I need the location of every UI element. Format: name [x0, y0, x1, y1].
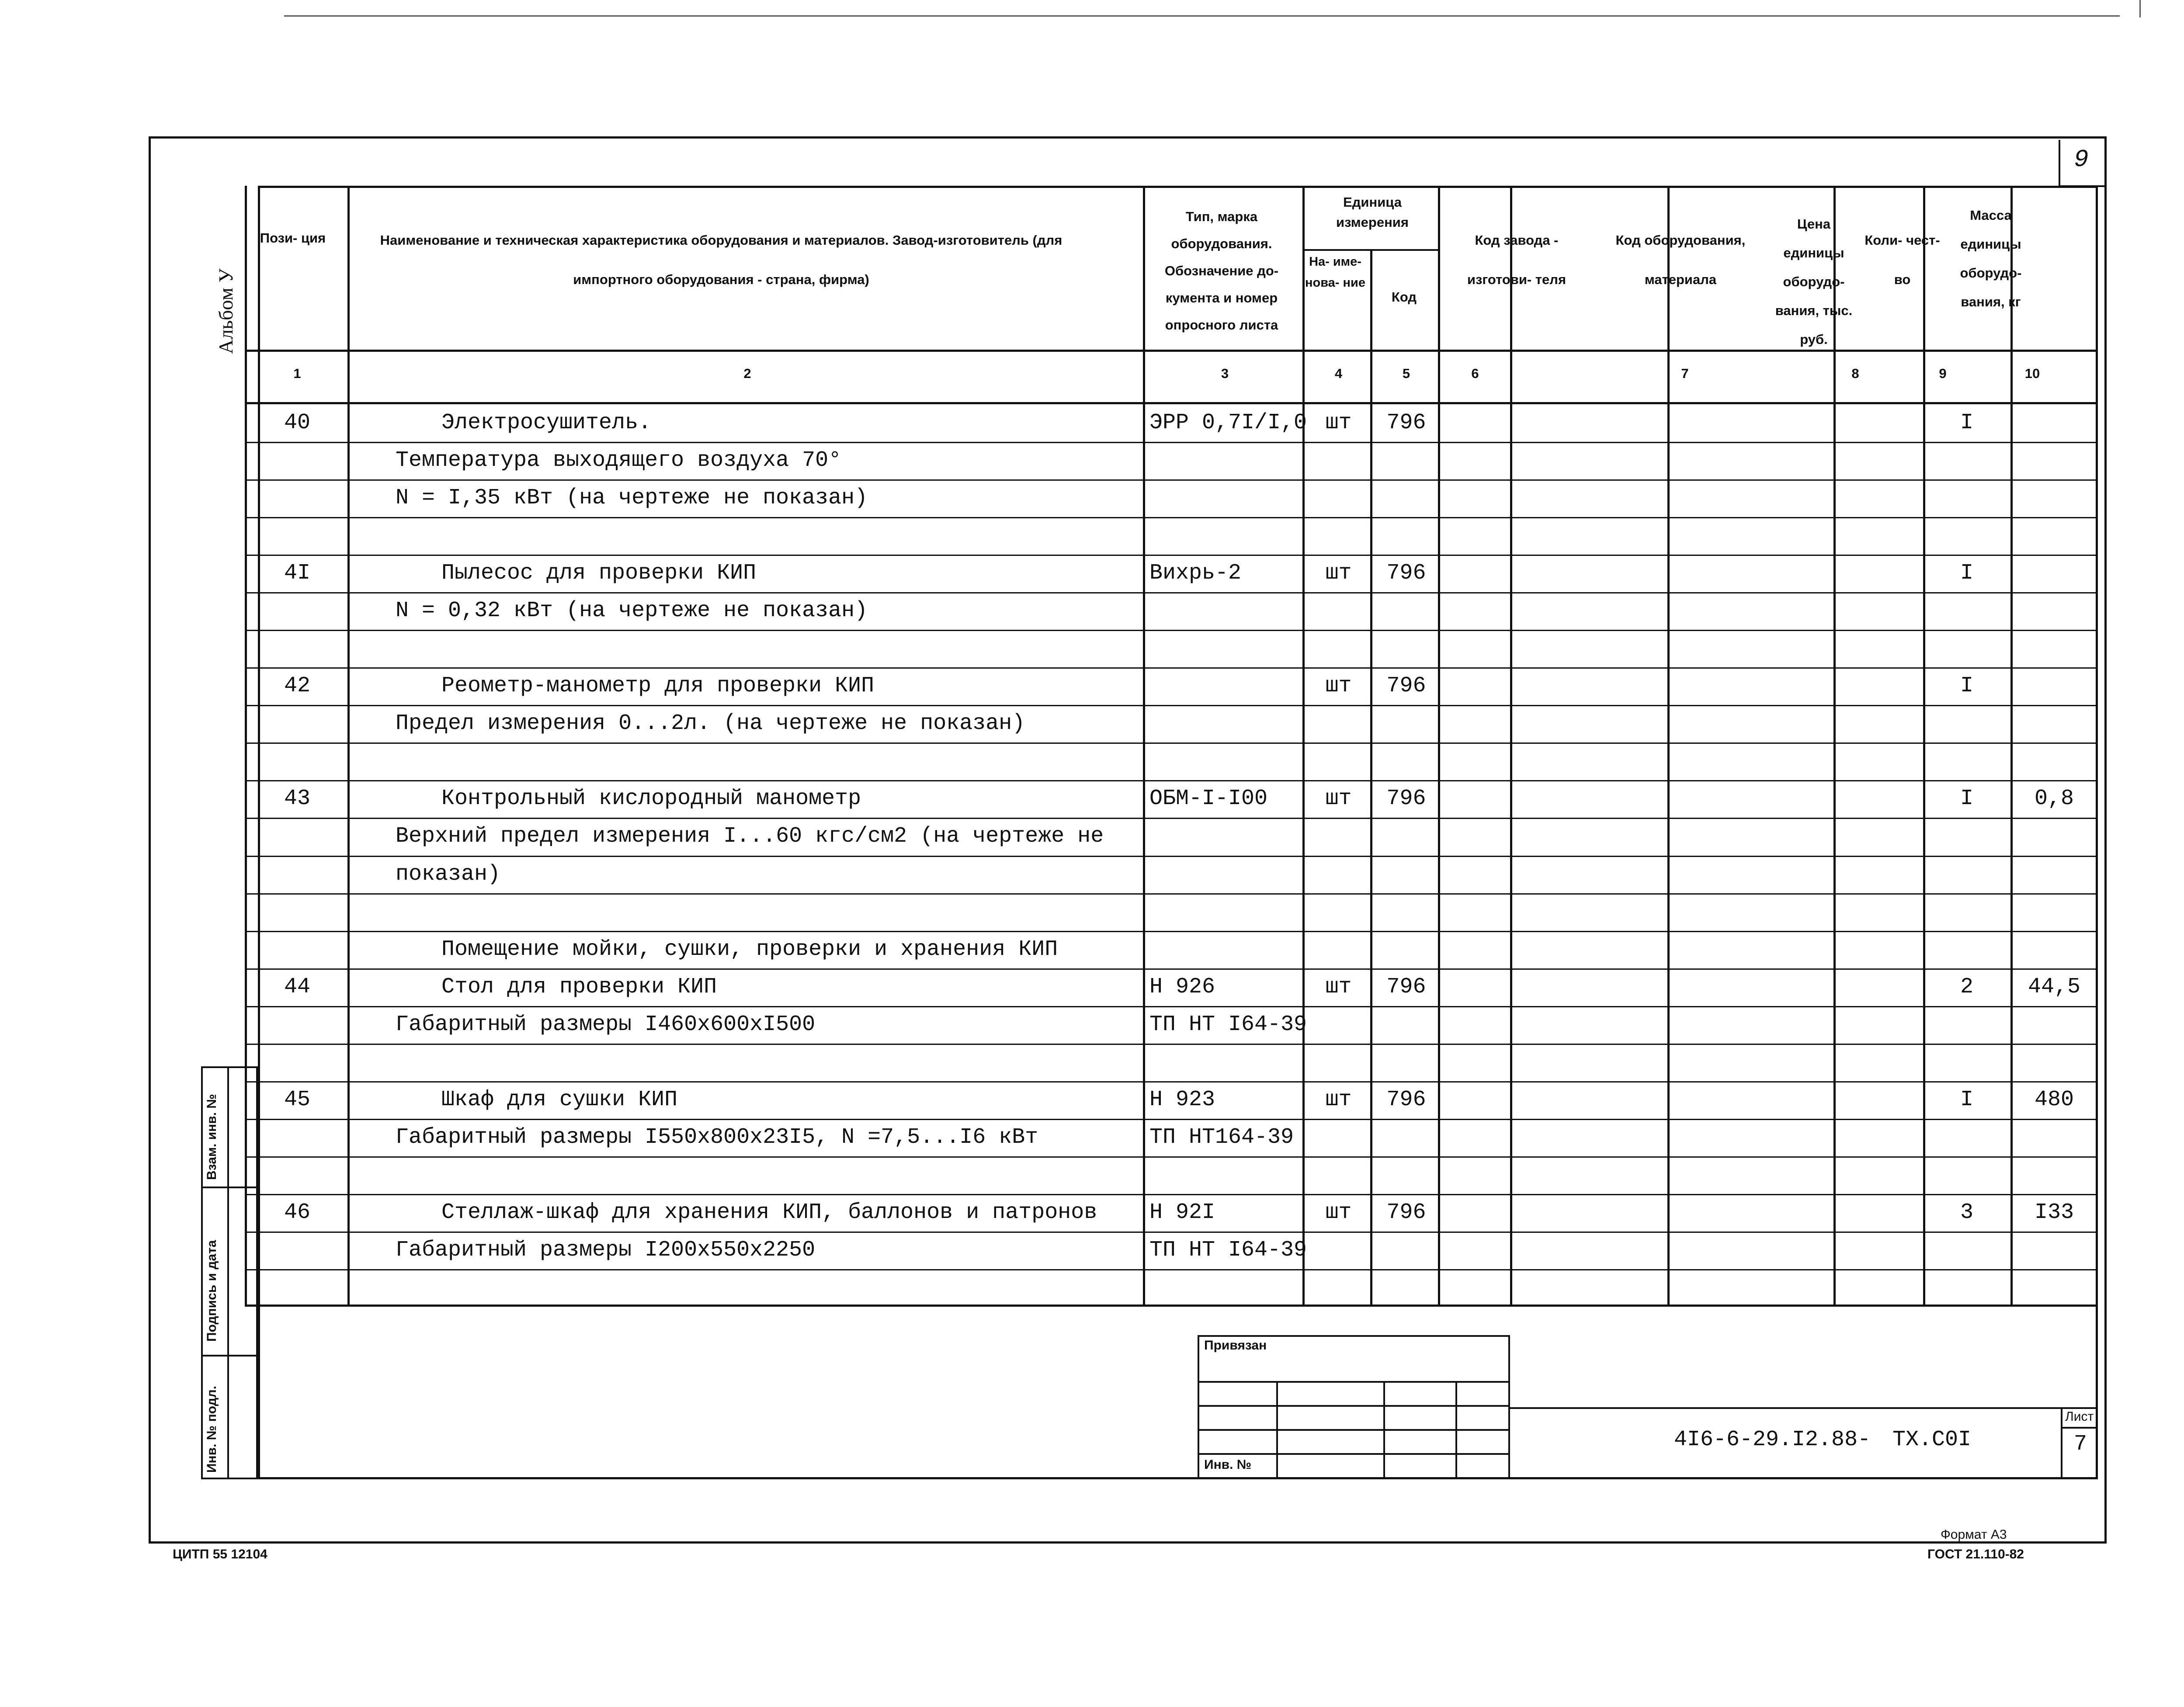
row-unit: шт [1325, 410, 1352, 436]
header-factory-code: Код завода - изготови- теля [1467, 232, 1566, 287]
row-code: 796 [1386, 786, 1426, 812]
header-equipment-code: Код оборудования, материала [1615, 232, 1746, 287]
header-price: Цена единицы оборудо- вания, тыс. руб. [1775, 216, 1853, 347]
colnum-3: 3 [1221, 366, 1229, 381]
row-pos: 4I [284, 561, 310, 586]
header-mass: Масса единицы оборудо- вания, кг [1960, 208, 2022, 309]
row-unit: шт [1325, 786, 1352, 812]
scan-mark-right [2139, 0, 2141, 17]
side-stamp-orig-inv: Инв. № подл. [205, 1385, 219, 1473]
side-stamp-divider [227, 1066, 229, 1479]
row-code: 796 [1386, 974, 1426, 999]
row-type: Н 92I [1149, 1200, 1215, 1225]
colnum-7: 7 [1681, 366, 1689, 381]
row-name: показан) [396, 861, 501, 887]
row-divider [245, 555, 2098, 556]
header-unit-name: На- име- нова- ние [1305, 255, 1365, 290]
colnum-5: 5 [1402, 366, 1410, 381]
row-name: Стол для проверки КИП [441, 974, 717, 999]
row-name: Предел измерения 0...2л. (на чертеже не показан) [396, 711, 1025, 736]
row-divider [245, 893, 2098, 895]
row-divider [245, 517, 2098, 518]
row-type: ТП НТ I64-39 [1149, 1237, 1307, 1263]
row-divider [245, 1156, 2098, 1158]
row-type: ТП НТ I64-39 [1149, 1012, 1307, 1037]
row-divider [245, 780, 2098, 781]
row-divider [245, 818, 2098, 819]
row-divider [245, 1081, 2098, 1082]
row-mass: I33 [2034, 1200, 2074, 1225]
row-divider [245, 592, 2098, 593]
row-divider [245, 1232, 2098, 1233]
row-qty: I [1960, 786, 1973, 812]
row-code: 796 [1386, 1087, 1426, 1112]
colnum-10: 10 [2024, 366, 2040, 381]
row-name: N = 0,32 кВт (на чертеже не показан) [396, 598, 868, 624]
row-type: Вихрь-2 [1149, 561, 1242, 586]
colnum-1: 1 [293, 366, 301, 381]
row-pos: 46 [284, 1200, 310, 1225]
row-divider [245, 856, 2098, 857]
row-type: ТП НТ164-39 [1149, 1124, 1294, 1150]
row-type: ОБМ-I-I00 [1149, 786, 1268, 812]
row-code: 796 [1386, 561, 1426, 586]
header-unit-group: Единица измерения [1336, 194, 1409, 230]
colnum-9: 9 [1939, 366, 1947, 381]
header-unit-code: Код [1391, 289, 1417, 305]
row-name: Пылесос для проверки КИП [441, 561, 757, 586]
row-divider [245, 1269, 2098, 1270]
stamp-sheet-number: 7 [2074, 1432, 2087, 1457]
row-pos: 44 [284, 974, 310, 999]
row-unit: шт [1325, 673, 1352, 699]
corner-number: 9 [2074, 146, 2089, 173]
row-name: Реометр-манометр для проверки КИП [441, 673, 875, 699]
row-name: Шкаф для сушки КИП [441, 1087, 678, 1112]
row-type: Н 926 [1149, 974, 1215, 999]
row-divider [245, 705, 2098, 706]
row-code: 796 [1386, 1200, 1426, 1225]
row-pos: 45 [284, 1087, 310, 1112]
stamp-doc-mark: ТХ.С0I [1892, 1427, 1972, 1452]
stamp-code-line [1510, 1407, 2098, 1409]
stamp-inv-label: Инв. № [1204, 1457, 1252, 1472]
row-divider [245, 479, 2098, 481]
album-label: Альбом У [215, 268, 237, 354]
row-divider [245, 1119, 2098, 1120]
scan-mark-top [284, 15, 2120, 17]
stamp-bound-label: Привязан [1204, 1338, 1267, 1353]
row-divider [245, 1006, 2098, 1007]
row-mass: 0,8 [2034, 786, 2074, 812]
row-name: Габаритный размеры I200х550х2250 [396, 1237, 816, 1263]
row-divider [245, 968, 2098, 970]
header-type: Тип, марка оборудования. Обозначение до- кумента и номер опросного листа [1164, 209, 1279, 333]
row-type: ЭРР 0,7I/I,0 [1149, 410, 1307, 436]
row-unit: шт [1325, 561, 1352, 586]
footer-gost: ГОСТ 21.110-82 [1927, 1547, 2024, 1561]
row-name: Стеллаж-шкаф для хранения КИП, баллонов и патронов [441, 1200, 1097, 1225]
footer-format: Формат А3 [1941, 1527, 2007, 1542]
row-name: Габаритный размеры I460х600хI500 [396, 1012, 816, 1037]
row-qty: 3 [1960, 1200, 1973, 1225]
row-pos: 40 [284, 410, 310, 436]
row-pos: 42 [284, 673, 310, 699]
row-name: Габаритный размеры I550х800х23I5, N =7,5...I6 кВт [396, 1124, 1038, 1150]
row-name: Верхний предел измерения I...60 кгс/см2 (на чертеже не [396, 824, 1104, 849]
row-divider [245, 931, 2098, 932]
row-divider [245, 442, 2098, 443]
footer-left: ЦИТП 55 12104 [173, 1547, 267, 1561]
row-code: 796 [1386, 673, 1426, 699]
colnum-2: 2 [743, 366, 751, 381]
row-qty: I [1960, 673, 1973, 699]
header-position: Пози- ция [260, 230, 326, 246]
row-unit: шт [1325, 1200, 1352, 1225]
colnum-8: 8 [1851, 366, 1859, 381]
row-divider [245, 1194, 2098, 1195]
row-type: Н 923 [1149, 1087, 1215, 1112]
row-pos: 43 [284, 786, 310, 812]
row-code: 796 [1386, 410, 1426, 436]
row-name: Контрольный кислородный манометр [441, 786, 861, 812]
side-stamp-replace-inv: Взам. инв. № [205, 1094, 219, 1180]
stamp-sheet-label: Лист [2065, 1409, 2094, 1424]
row-qty: I [1960, 410, 1973, 436]
row-qty: I [1960, 561, 1973, 586]
row-divider [245, 1044, 2098, 1045]
row-name: Помещение мойки, сушки, проверки и хранения КИП [441, 937, 1058, 962]
side-stamp-signature-date: Подпись и дата [205, 1240, 219, 1342]
row-name: Электросушитель. [441, 410, 652, 436]
row-unit: шт [1325, 1087, 1352, 1112]
row-qty: I [1960, 1087, 1973, 1112]
row-name: N = I,35 кВт (на чертеже не показан) [396, 486, 868, 511]
row-mass: 480 [2034, 1087, 2074, 1112]
row-divider [245, 667, 2098, 669]
colnum-6: 6 [1471, 366, 1479, 381]
stamp-doc-code: 4I6-6-29.I2.88- [1674, 1427, 1871, 1452]
header-name: Наименование и техническая характеристика оборудования и материалов. Завод-изготовитель (для импортного оборудования - страна, фирма) [380, 232, 1062, 287]
row-mass: 44,5 [2028, 974, 2081, 999]
row-name: Температура выходящего воздуха 70° [396, 448, 842, 473]
colnum-4: 4 [1334, 366, 1343, 381]
side-stamp-h2 [201, 1355, 258, 1357]
row-qty: 2 [1960, 974, 1973, 999]
row-unit: шт [1325, 974, 1352, 999]
row-divider [245, 742, 2098, 744]
row-divider [245, 630, 2098, 631]
header-quantity: Коли- чест- во [1865, 232, 1940, 287]
